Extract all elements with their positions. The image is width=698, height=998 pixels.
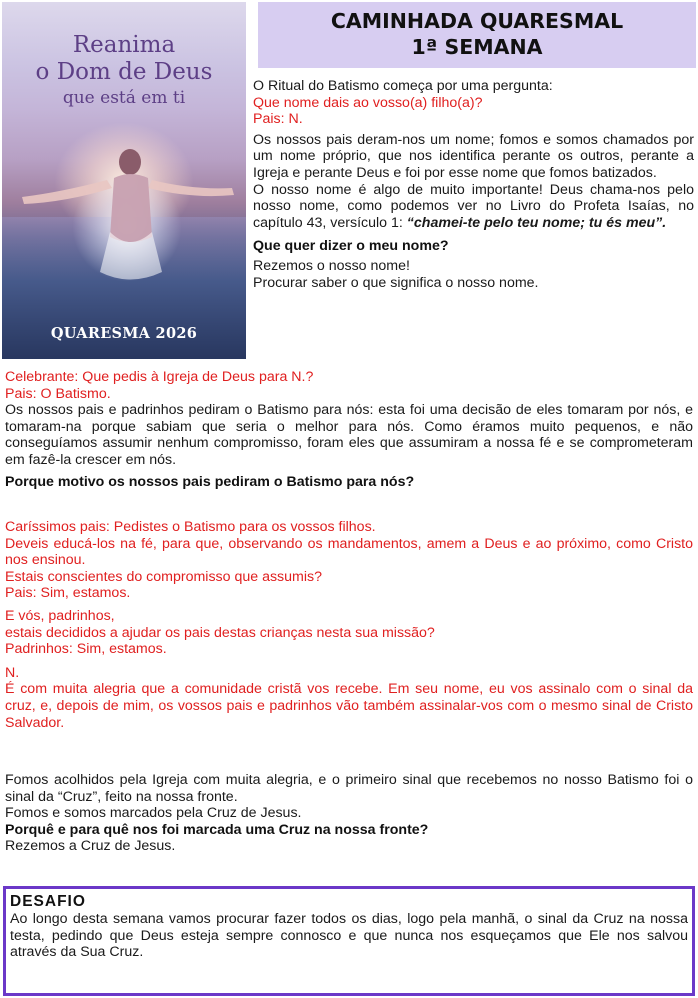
isaiah-paragraph [253,182,694,232]
rite-godparents-3: Padrinhos: Sim, estamos. [5,641,167,658]
cover-image [2,2,246,359]
intro-block [253,78,694,291]
rite-line-2: Deveis educá-los na fé, para que, observando os mandamentos, amem a Deus e ao próximo, como Cristo nos ensinou. [5,535,693,569]
ritual-answer: Pais: N. [253,111,303,128]
cross-last-line: Rezemos a Cruz de Jesus. [5,838,176,855]
rite-block [5,519,693,731]
header-subtitle: 1ª SEMANA [411,35,543,59]
desafio-text: Ao longo desta semana vamos procurar fazer todos os dias, logo pela manhã, o sinal da Cruz na nossa testa, pedindo que Deus esteja sempre connosco e que nunca nos esqueçamos que Ele nos salvou através da Sua Cruz. [10,911,688,961]
section-cross [5,772,693,855]
section-baptism-request [5,369,693,490]
rite-line-1: Caríssimos pais: Pedistes o Batismo para os vossos filhos. [5,519,376,535]
name-paragraph: Os nossos pais deram-nos um nome; fomos e somos chamados por um nome próprio, que nos identifica perante os outros, perante a Igreja e perante Deus e foi por esse nome que fomos batizados. [253,131,694,181]
ritual-question: Que nome dais ao vosso(a) filho(a)? [253,94,483,111]
intro-line-a: Rezemos o nosso nome! [253,257,410,274]
question-name-meaning: Que quer dizer o meu nome? [253,238,449,255]
rite-line-4: Pais: Sim, estamos. [5,585,131,602]
cover-badge: QUARESMA 2026 [50,325,198,342]
desafio-box [3,886,695,996]
intro-line-b: Procurar saber o que significa o nosso nome. [253,274,539,291]
rite-welcome: É com muita alegria que a comunidade cristã vos recebe. Em seu nome, eu vos assinalo com o sinal da cruz, e, depois de mim, os vossos pais e padrinhos vão também assinalar-vos com o mesmo sinal de Cristo Salvador. [5,681,693,731]
page-header [258,2,696,68]
celebrant-question: Celebrante: Que pedis à Igreja de Deus para N.? [5,369,314,385]
rite-n: N. [5,664,20,681]
cover-title-line-1: Reanima [72,32,176,58]
rite-line-3: Estais conscientes do compromisso que assumis? [5,568,322,585]
rite-godparents-2: estais decididos a ajudar os pais destas crianças nesta sua missão? [5,624,435,641]
cover-title-line-2: o Dom de Deus [35,59,213,85]
isaiah-text: O nosso nome é algo de muito importante! Deus chama-nos pelo nosso nome, como podemos ver no Livro do Profeta Isaías, no capítulo 43, versículo 1: [253,181,694,231]
intro-paragraph: O Ritual do Batismo começa por uma pergunta: [253,78,553,94]
header-title: CAMINHADA QUARESMAL [330,9,624,33]
parents-answer: Pais: O Batismo. [5,385,111,402]
cover-title-line-3: que está em ti [62,88,186,108]
rite-godparents-1: E vós, padrinhos, [5,607,115,624]
baptism-paragraph: Os nossos pais e padrinhos pediram o Batismo para nós: esta foi uma decisão de eles tomaram por nós, e tomaram-na porque sabiam que seria o melhor para nós. Como éramos muito pequenos, e não conseguíamos assumir nenhum compromisso, foram eles que assumiram a nossa fé e se comprometeram em fazê-la crescer em nós. [5,402,693,468]
cross-paragraph: Fomos acolhidos pela Igreja com muita alegria, e o primeiro sinal que recebemos no nosso Batismo foi o sinal da “Cruz”, feito na nossa fronte. [5,772,693,805]
isaiah-quote: “chamei-te pelo teu nome; tu és meu”. [406,214,667,231]
cross-line: Fomos e somos marcados pela Cruz de Jesus. [5,805,302,822]
question-why-baptism: Porque motivo os nossos pais pediram o Batismo para nós? [5,473,415,490]
desafio-title: DESAFIO [10,893,86,910]
question-cross: Porquê e para quê nos foi marcada uma Cruz na nossa fronte? [5,821,429,838]
